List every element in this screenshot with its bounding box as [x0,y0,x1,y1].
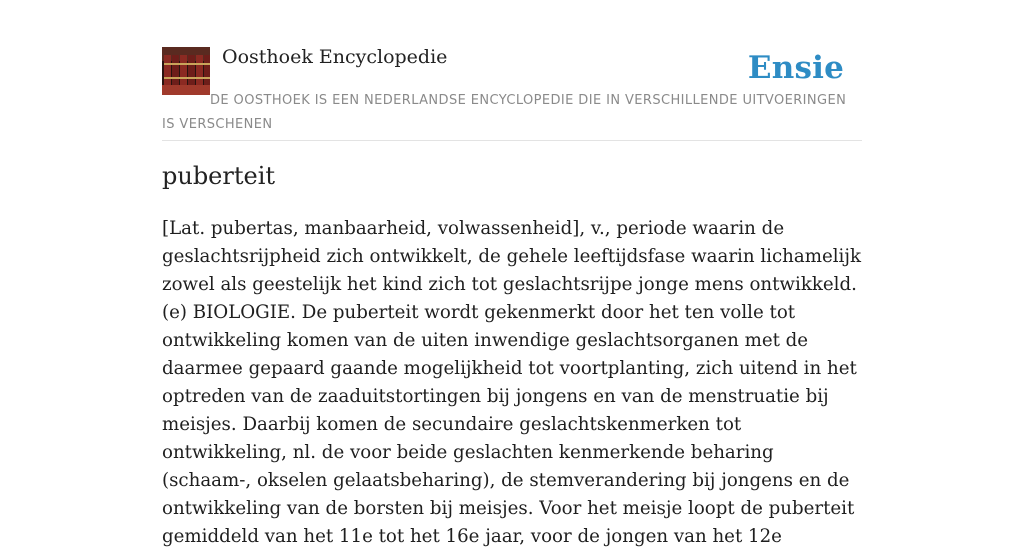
site-tagline: DE OOSTHOEK IS EEN NEDERLANDSE ENCYCLOPEDIE DIE IN VERSCHILLENDE UITVOERINGEN IS VERSCHENEN [162,93,847,132]
site-header [162,0,862,141]
avatar[interactable] [162,47,210,95]
book-spines-icon [162,47,210,95]
brand-logo[interactable]: Ensie [747,50,844,86]
page-title: puberteit [162,162,276,190]
site-title[interactable]: Oosthoek Encyclopedie [222,46,448,68]
article-body: [Lat. pubertas, manbaarheid, volwassenheid], v., periode waarin de geslachtsrijpheid zich ontwikkelt, de gehele leeftijdsfase waarin lichamelijk zowel als geestelijk het kind zich tot geslachtsrijpe jonge mens ontwikkeld. (e) BIOLOGIE. De puberteit wordt gekenmerkt door het ten volle tot ontwikkeling komen van de uiten inwendige geslachtsorganen met de daarmee gepaard gaande mogelijkheid tot voortplanting, zich uitend in het optreden van de zaaduitstortingen bij jongens en van de menstruatie bij meisjes. Daarbij komen de secundaire geslachtskenmerken tot ontwikkeling, nl. de voor beide geslachten kenmerkende beharing (schaam-, okselen gelaatsbeharing), de stemverandering bij jongens en de ontwikkeling van de borsten bij meisjes. Voor het meisje loopt de puberteit gemiddeld van het 11e tot het 16e jaar, voor de jongen van het 12e [162,218,862,547]
page [162,0,862,547]
